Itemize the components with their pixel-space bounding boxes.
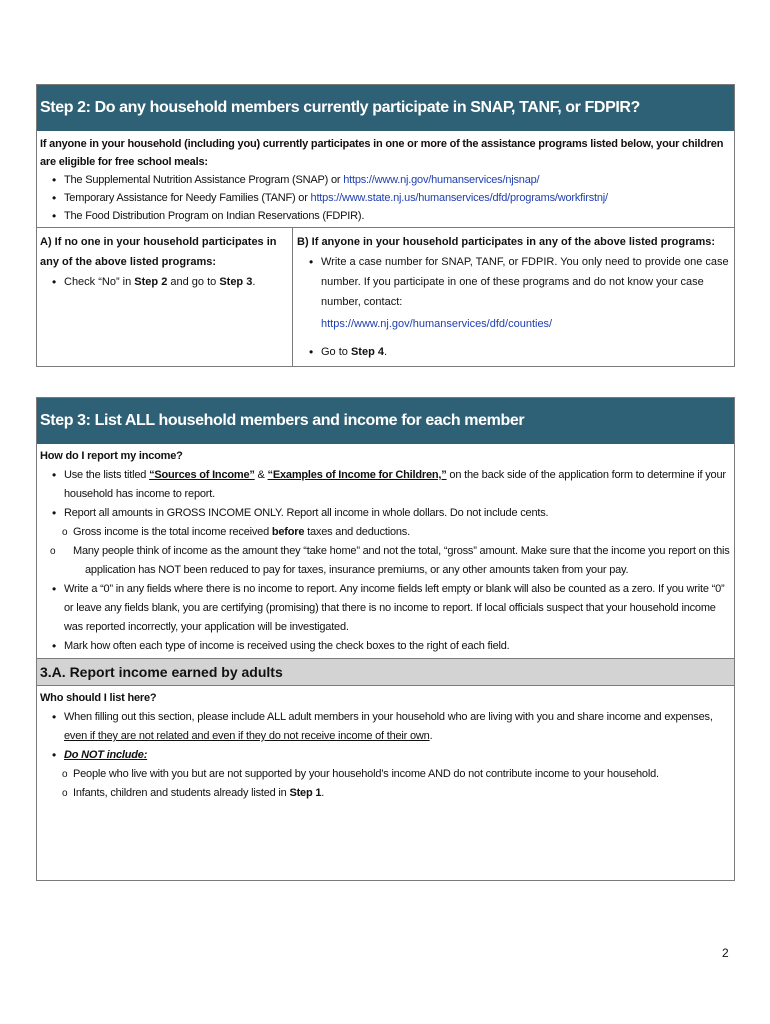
step3-title: Step 3: List ALL household members and income for each member: [37, 398, 734, 444]
column-b-bullet-case-number: • Write a case number for SNAP, TANF, or FDPIR. You only need to provide one case number. If you participate in one of these programs and do not know your case number, contact:: [297, 252, 730, 312]
program-item-tanf: • Temporary Assistance for Needy Families (TANF) or https://www.state.nj.us/humanservices/dfd/programs/workfirstnj/: [40, 189, 730, 207]
column-a: [37, 228, 293, 366]
column-b-heading: B) If anyone in your household participates in any of the above listed programs:: [297, 236, 716, 248]
column-a-heading: A) If no one in your household participates in any of the above listed programs:: [40, 236, 277, 268]
snap-link[interactable]: https://www.nj.gov/humanservices/njsnap/: [343, 174, 540, 186]
step2-columns: [37, 228, 734, 366]
step2-title: Step 2: Do any household members currently participate in SNAP, TANF, or FDPIR?: [37, 85, 734, 131]
adults-bullet-exclude: • Do NOT include: o People who live with you but are not supported by your household’s income AND do not contribute income to your household. o Infants, children and students already listed in Step 1.: [40, 746, 730, 803]
counties-link[interactable]: https://www.nj.gov/humanservices/dfd/counties/: [321, 318, 553, 330]
exclude-sub-step1: o Infants, children and students already listed in Step 1.: [40, 784, 730, 803]
step3a-question: Who should I list here?: [40, 692, 157, 704]
gross-sub-take-home: o Many people think of income as the amount they “take home” and not the total, “gross” amount. Make sure that the income you report on this application has NOT been reduced to pay for taxes, insurance premiums, or any other amounts taken from your pay.: [40, 542, 730, 580]
step3-body: [37, 444, 734, 658]
income-bullet-lists: • Use the lists titled “Sources of Income” & “Examples of Income for Children,” on the back side of the application form to determine if your household has income to report.: [40, 466, 730, 504]
income-bullet-frequency: • Mark how often each type of income is received using the check boxes to the right of each field.: [40, 637, 730, 656]
step3a-body: [37, 686, 734, 805]
step3-question: How do I report my income?: [40, 450, 183, 462]
exclude-sub-not-supported: o People who live with you but are not supported by your household’s income AND do not contribute income to your household.: [40, 765, 730, 784]
step2-intro: If anyone in your household (including you) currently participates in one or more of the assistance programs listed below, your children are eligible for free school meals:: [40, 138, 724, 168]
income-bullet-gross: • Report all amounts in GROSS INCOME ONLY. Report all income in whole dollars. Do not include cents. o Gross income is the total income received before taxes and deductions. o Many people think of income as the amount they “take home” and not the total, “gross” amount. Make sure that the income you report on this application has NOT been reduced to pay for taxes, insurance premiums, or any other amounts taken from your pay.: [40, 504, 730, 580]
step3-section: [36, 397, 735, 881]
column-b-bullet-go-step4: • Go to Step 4.: [297, 342, 730, 362]
program-item-snap: • The Supplemental Nutrition Assistance Program (SNAP) or https://www.nj.gov/humanservices/njsnap/: [40, 171, 730, 189]
column-b: [293, 228, 734, 366]
step2-section: [36, 84, 735, 367]
step2-intro-block: [37, 131, 734, 228]
page-number: 2: [722, 946, 729, 960]
column-a-bullet: • Check “No” in Step 2 and go to Step 3.: [40, 272, 289, 292]
program-item-fdpir: • The Food Distribution Program on Indian Reservations (FDPIR).: [40, 207, 730, 225]
program-list: [40, 171, 730, 225]
gross-sub-definition: o Gross income is the total income received before taxes and deductions.: [40, 523, 730, 542]
step3a-title: 3.A. Report income earned by adults: [37, 658, 734, 686]
tanf-link[interactable]: https://www.state.nj.us/humanservices/dfd/programs/workfirstnj/: [310, 192, 608, 204]
income-bullet-zero: • Write a “0” in any fields where there is no income to report. Any income fields left empty or blank will also be counted as a zero. If you write “0” or leave any fields blank, you are certifying (promising) that there is no income to report. If local officials suspect that your household income was reported incorrectly, your application will be investigated.: [40, 580, 730, 637]
adults-bullet-include: • When filling out this section, please include ALL adult members in your household who are living with you and share income and expenses, even if they are not related and even if they do not receive income of their own.: [40, 708, 730, 746]
